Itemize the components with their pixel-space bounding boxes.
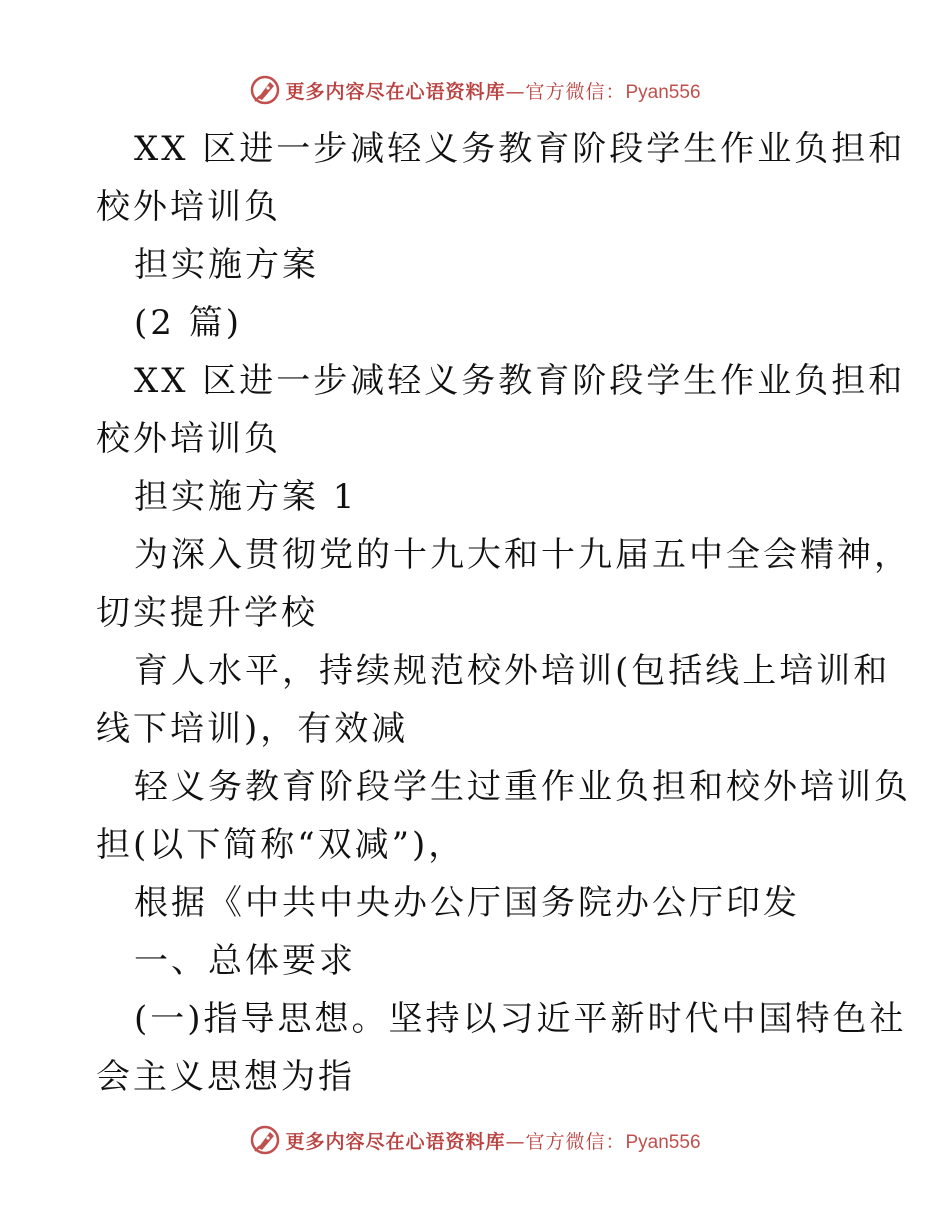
title-line: XX 区进一步减轻义务教育阶段学生作业负担和 bbox=[134, 129, 906, 169]
paragraph-line: 为深入贯彻党的十九大和十九届五中全会精神， bbox=[134, 535, 911, 575]
heading-line: 校外培训负 bbox=[96, 419, 281, 459]
watermark-handle: Pyan556 bbox=[625, 81, 701, 103]
watermark-dash: — bbox=[505, 1130, 526, 1153]
watermark-banner-top bbox=[0, 72, 950, 108]
watermark-slogan: 更多内容尽在心语资料库 bbox=[285, 1130, 506, 1153]
paragraph-line: 线下培训)，有效减 bbox=[96, 709, 409, 749]
paragraph-line: 会主义思想为指 bbox=[96, 1057, 355, 1097]
document-body bbox=[96, 120, 911, 1106]
title-line: 担实施方案 bbox=[134, 245, 319, 285]
paragraph-line: 育人水平，持续规范校外培训(包括线上培训和 bbox=[134, 651, 891, 691]
paragraph-line: 根据《中共中央办公厅国务院办公厅印发 bbox=[134, 883, 800, 923]
heading-line: XX 区进一步减轻义务教育阶段学生作业负担和 bbox=[134, 361, 906, 401]
watermark-dash: — bbox=[505, 80, 526, 103]
watermark-banner-bottom bbox=[0, 1122, 950, 1158]
paragraph-line: 担(以下简称“双减”)， bbox=[96, 825, 466, 865]
title-line: 校外培训负 bbox=[96, 187, 281, 227]
watermark-text bbox=[285, 77, 700, 104]
watermark-slogan: 更多内容尽在心语资料库 bbox=[285, 80, 506, 103]
paragraph-line: 切实提升学校 bbox=[96, 593, 318, 633]
title-line: (2 篇) bbox=[134, 303, 242, 343]
pen-nib-logo-icon bbox=[249, 1124, 281, 1156]
watermark-handle: Pyan556 bbox=[625, 1131, 701, 1153]
watermark-text bbox=[285, 1127, 700, 1154]
pen-nib-logo-icon bbox=[249, 74, 281, 106]
heading-line: 担实施方案 1 bbox=[134, 477, 358, 517]
paragraph-line: (一)指导思想。坚持以习近平新时代中国特色社 bbox=[134, 999, 907, 1039]
section-heading: 一、总体要求 bbox=[134, 941, 356, 981]
paragraph-line: 轻义务教育阶段学生过重作业负担和校外培训负 bbox=[134, 767, 911, 807]
watermark-label: 官方微信： bbox=[525, 1130, 626, 1153]
watermark-label: 官方微信： bbox=[525, 80, 626, 103]
